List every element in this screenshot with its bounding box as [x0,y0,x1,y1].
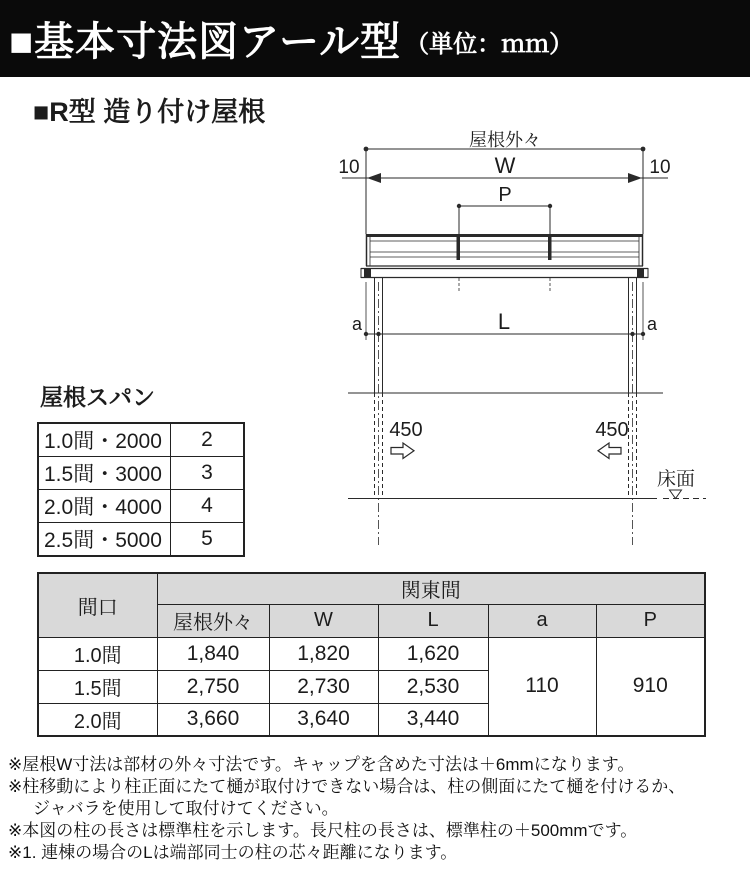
span-label-cell: 2.0間・4000 [38,490,171,523]
dim-dot [641,332,645,336]
footnote: ※1. 連棟の場合のLは端部同士の柱の芯々距離になります。 [8,843,458,862]
value-cell-p: 910 [596,637,705,736]
panel-divider [457,236,461,260]
dim-label-w: W [494,153,516,178]
value-cell-a: 110 [488,637,596,736]
table-row [38,457,244,490]
post-move-arrow-right-icon [391,443,414,459]
roof-span-table [37,422,245,557]
unit-label: （単位：ｍｍ） [405,31,574,58]
section-title: ■R型 造り付け屋根 [33,97,266,127]
column-group-header-kanto: 関東間 [157,573,705,604]
column-header-roof-outer: 屋根外々 [157,604,269,637]
value-cell: 2,730 [269,670,378,703]
dim-label-p: P [498,184,512,206]
roof-span-title: 屋根スパン [40,384,155,410]
front-beam [361,268,648,278]
footnote-continuation: ジャバラを使用して取付けてください。 [33,799,339,818]
value-cell: 1,820 [269,637,378,670]
page-header-bar [0,0,750,77]
panel-divider [548,236,552,260]
span-label-cell: 1.5間・3000 [38,457,171,490]
dimension-diagram [328,122,722,564]
row-header-cell: 1.5間 [38,670,157,703]
row-header-cell: 1.0間 [38,637,157,670]
arrowhead-right [628,173,642,183]
column-header-p: P [596,604,705,637]
table-row [38,490,244,523]
value-cell: 2,530 [378,670,488,703]
column-header-w: W [269,604,378,637]
span-value-cell: 2 [171,423,245,457]
value-cell: 3,640 [269,703,378,736]
table-row [38,637,705,670]
value-cell: 1,620 [378,637,488,670]
dim-label-roof-outer: 屋根外々 [469,130,541,150]
column-header-l: L [378,604,488,637]
dim-label-offset-left: 10 [338,157,360,178]
beam-end-cap [364,268,371,278]
value-cell: 3,660 [157,703,269,736]
dim-label-a-right: a [646,314,658,334]
span-value-cell: 4 [171,490,245,523]
column-header-a: a [488,604,596,637]
left-post [375,278,383,545]
floor-label: 床面 [656,469,696,490]
footnote: ※屋根W寸法は部材の外々寸法です。キャップを含めた寸法は＋6mmになります。 [8,755,635,774]
dim-dot [630,332,634,336]
dimension-table [37,572,706,737]
arrowhead-left [367,173,381,183]
span-value-cell: 5 [171,523,245,557]
column-header-maguchi: 間口 [38,573,157,637]
footnote: ※本図の柱の長さは標準柱を示します。長尺柱の長さは、標準柱の＋500mmです。 [8,821,638,840]
span-label-cell: 2.5間・5000 [38,523,171,557]
dim-dot [376,332,380,336]
value-cell: 3,440 [378,703,488,736]
dim-dot [364,332,368,336]
dim-label-l: L [497,309,511,334]
table-row [38,423,244,457]
row-header-cell: 2.0間 [38,703,157,736]
value-cell: 1,840 [157,637,269,670]
dim-label-offset-right: 10 [649,157,671,178]
floor-level-triangle-icon [670,490,682,499]
right-post [629,278,637,545]
post-move-arrow-left-icon [598,443,621,459]
dim-label-move-left: 450 [389,419,423,441]
span-value-cell: 3 [171,457,245,490]
table-row [38,523,244,557]
page-title: ■基本寸法図アール型 [9,20,402,64]
footnotes [8,754,748,864]
roof-panel [366,234,643,266]
dim-label-a-left: a [351,314,363,334]
beam-end-cap [637,268,644,278]
span-label-cell: 1.0間・2000 [38,423,171,457]
footnote: ※柱移動により柱正面にたて樋が取付けできない場合は、柱の側面にたて樋を付けるか、 [8,777,686,796]
dim-label-move-right: 450 [595,419,629,441]
table-row [38,573,705,604]
value-cell: 2,750 [157,670,269,703]
